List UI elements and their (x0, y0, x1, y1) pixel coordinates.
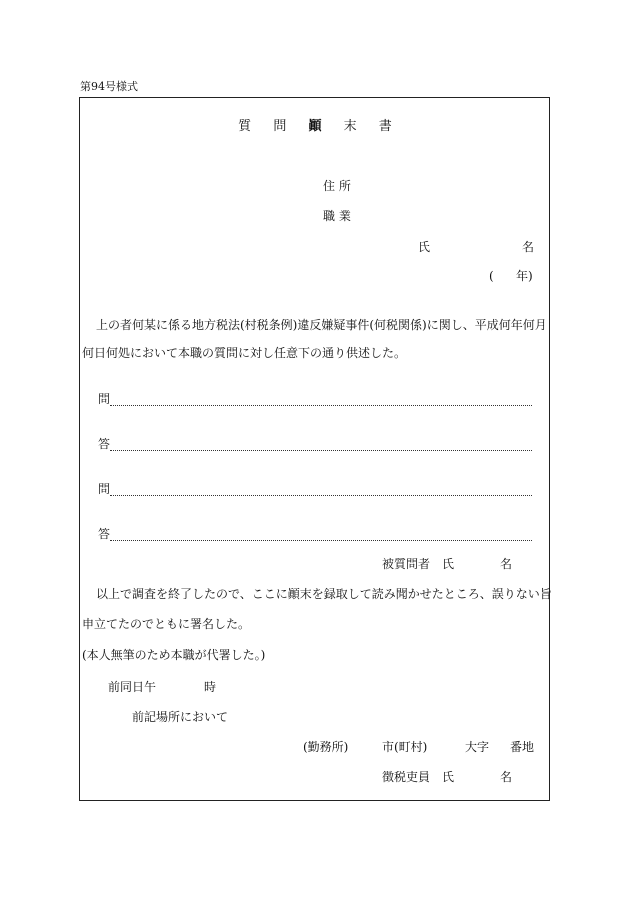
document-title (0, 120, 630, 133)
lot-label: 番地 (510, 740, 535, 754)
intro-line-1: 上の者何某に係る地方税法(村税条例)違反嫌疑事件(何税関係)に関し、平成何年何月 (96, 318, 547, 332)
official-name-right: 名 (500, 770, 513, 784)
datetime-right: 時 (204, 680, 217, 694)
intro-line-2: 何日何処において本職の質問に対し任意下の通り供述した。 (82, 346, 407, 360)
question-label-2: 問 (98, 482, 111, 496)
closing-line-1: 以上で調査を終了したので、ここに顚末を録取して読み聞かせたところ、誤りない旨 (96, 587, 552, 601)
answer-line (110, 540, 532, 541)
occupation-label: 職 業 (323, 209, 351, 223)
title-char: 顚 (308, 119, 322, 134)
address-label: 住 所 (323, 179, 351, 193)
datetime-left: 前同日午 (108, 680, 157, 694)
age-open: ( (489, 269, 494, 283)
official-role: 徴税吏員 (382, 770, 431, 784)
respondent-name-left: 氏 (442, 557, 455, 571)
title-char: 末 (343, 119, 357, 134)
respondent-name-right: 名 (500, 557, 513, 571)
district-label: 大字 (465, 740, 490, 754)
title-char: 問 (273, 119, 287, 134)
answer-line (110, 495, 532, 496)
answer-line (110, 405, 532, 406)
age-close: 年) (516, 269, 533, 283)
answer-label-2: 答 (98, 527, 111, 541)
office-label: (勤務所) (303, 740, 349, 754)
answer-label-1: 答 (98, 437, 111, 451)
question-label-1: 問 (98, 392, 111, 406)
city-label: 市(町村) (382, 740, 428, 754)
respondent-role: 被質問者 (382, 557, 431, 571)
closing-line-2: 申立てたのでともに署名した。 (82, 617, 251, 631)
place-text: 前記場所において (132, 710, 229, 724)
closing-note: (本人無筆のため本職が代署した。) (82, 648, 266, 662)
name-label-left: 氏 (418, 240, 431, 254)
official-name-left: 氏 (442, 770, 455, 784)
answer-line (110, 450, 532, 451)
title-char: 書 (378, 119, 392, 134)
document-frame (79, 97, 550, 801)
form-number: 第94号様式 (80, 80, 138, 93)
name-label-right: 名 (522, 240, 535, 254)
title-char: 質 (238, 119, 252, 134)
